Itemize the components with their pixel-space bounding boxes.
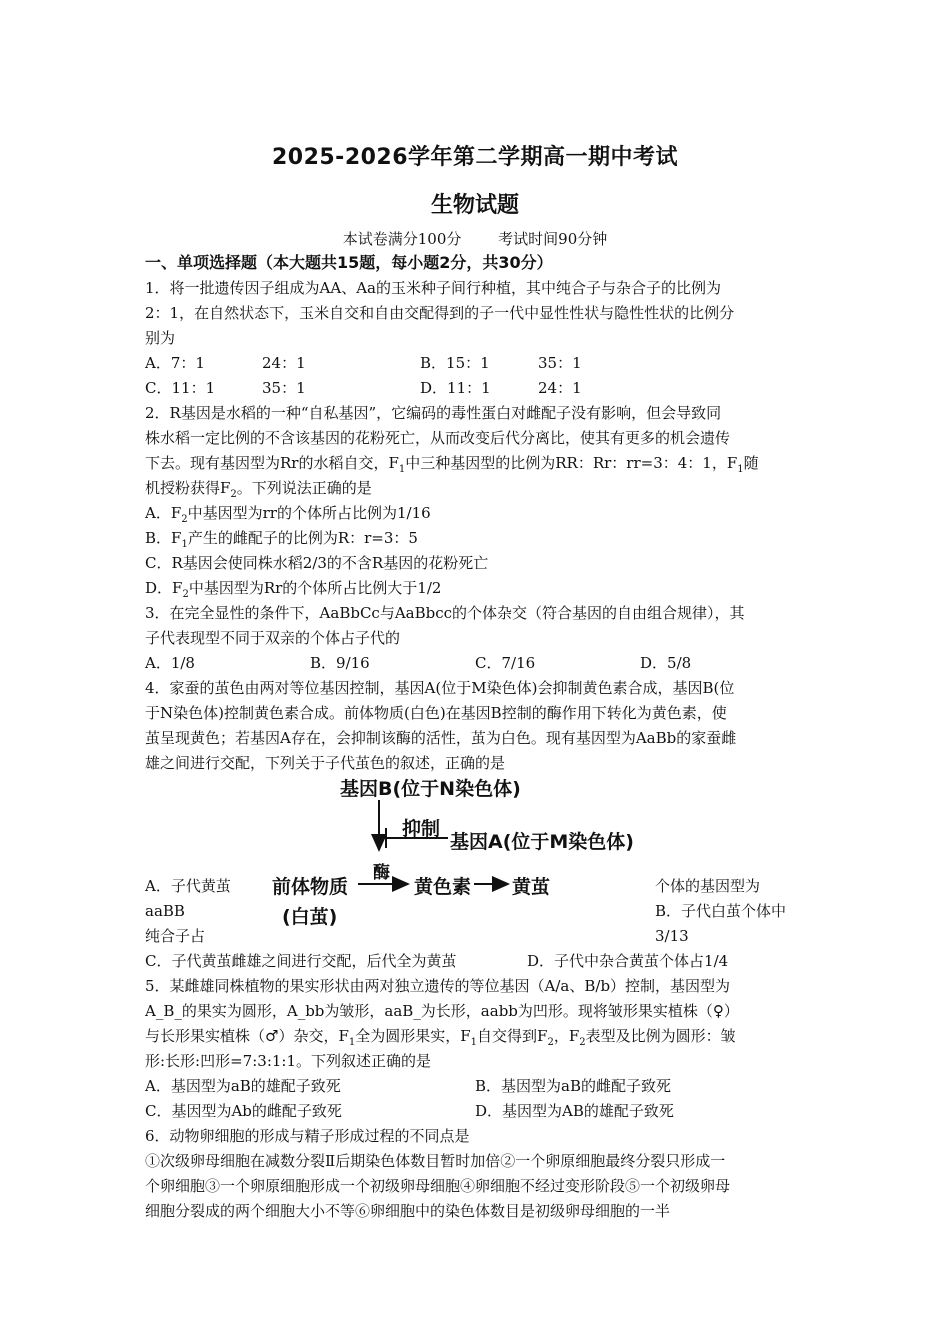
q1-stem-line: 2：1，在自然状态下，玉米自交和自由交配得到的子一代中显性性状与隐性性状的比例分 (145, 304, 735, 322)
q6-stem-line: ①次级卵母细胞在减数分裂Ⅱ后期染色体数目暂时加倍②一个卵原细胞最终分裂只形成一 (145, 1152, 726, 1170)
q1-option-d-value: 24：1 (538, 379, 582, 397)
yellow-cocoon-label: 黄茧 (512, 876, 551, 898)
q4-stem-line: 雄之间进行交配，下列关于子代茧色的叙述，正确的是 (145, 754, 506, 772)
q2-stem-line: 机授粉获得$F_2$。下列说法正确的是 (145, 479, 372, 500)
q1-option-d: D．11：1 (420, 379, 491, 397)
q5-stem-line: A_B_的果实为圆形，A_bb为皱形，aaB_为长形，aabb为凹形。现将皱形果实植株（♀） (145, 1002, 739, 1020)
gene-b-label: 基因B(位于N染色体) (340, 778, 521, 800)
q3-option-a: A．1/8 (145, 654, 195, 672)
q5-option-c: C．基因型为Ab的雌配子致死 (145, 1102, 342, 1120)
q4-option-b-text: 纯合子占 (145, 927, 206, 945)
q2-stem-line: 株水稻一定比例的不含该基因的花粉死亡，从而改变后代分离比，使其有更多的机会遗传 (145, 429, 731, 447)
precursor-label: 前体物质 (272, 876, 349, 898)
q2-option-a: A．$F_2$中基因型为rr的个体所占比例为1/16 (145, 504, 431, 525)
q4-option-a-continued: 个体的基因型为 (655, 877, 761, 895)
white-cocoon-label: (白茧) (282, 906, 338, 928)
q4-stem-line: 于N染色体)控制黄色素合成。前体物质(白色)在基因B控制的酶作用下转化为黄色素，使 (145, 704, 727, 722)
q4-stem-line: 茧呈现黄色；若基因A存在，会抑制该酶的活性，茧为白色。现有基因型为AaBb的家蚕雌 (145, 729, 737, 747)
q4-option-d: D．子代中杂合黄茧个体占1/4 (527, 952, 729, 970)
inhibit-label: 抑制 (402, 818, 441, 840)
q4-stem-line: 4．家蚕的茧色由两对等位基因控制，基因A(位于M染色体)会抑制黄色素合成，基因B(位 (145, 679, 735, 697)
q2-stem-line: 下去。现有基因型为Rr的水稻自交，$F_1$中三种基因型的比例为RR：Rr：rr=3：4：1，$F_1$随 (145, 454, 759, 475)
gene-pathway-diagram (260, 770, 660, 930)
q4-option-c: C．子代黄茧雌雄之间进行交配，后代全为黄茧 (145, 952, 457, 970)
q1-option-c: C．11：1 (145, 379, 216, 397)
q6-stem-line: 细胞分裂成的两个细胞大小不等⑥卵细胞中的染色体数目是初级卵母细胞的一半 (145, 1202, 671, 1220)
pigment-label: 黄色素 (414, 876, 472, 898)
q5-option-d: D．基因型为AB的雄配子致死 (475, 1102, 674, 1120)
exam-time: 考试时间90分钟 (498, 230, 608, 248)
q3-stem-line: 子代表现型不同于双亲的个体占子代的 (145, 629, 401, 647)
q5-stem-line: 与长形果实植株（♂）杂交，$F_1$全为圆形果实，$F_1$自交得到$F_2$，$F_2$表型及比例为圆形：皱 (145, 1027, 736, 1048)
q5-option-a: A．基因型为aB的雄配子致死 (145, 1077, 341, 1095)
q2-option-d: D．$F_2$中基因型为Rr的个体所占比例大于1/2 (145, 579, 442, 600)
q1-option-a-value: 24：1 (262, 354, 306, 372)
q1-option-a: A．7：1 (145, 354, 205, 372)
enzyme-label: 酶 (373, 863, 390, 883)
exam-info (0, 228, 950, 249)
q1-option-b-value: 35：1 (538, 354, 582, 372)
q2-option-b: B．$F_1$产生的雌配子的比例为R：r=3：5 (145, 529, 418, 550)
section-heading: 一、单项选择题（本大题共15题，每小题2分，共30分） (145, 253, 553, 272)
q1-option-c-value: 35：1 (262, 379, 306, 397)
q3-option-b: B．9/16 (310, 654, 370, 672)
q3-option-d: D．5/8 (640, 654, 692, 672)
q4-option-a: A．子代黄茧 (145, 877, 231, 895)
exam-subtitle: 生物试题 (430, 193, 519, 218)
q1-stem-line: 1．将一批遗传因子组成为AA、Aa的玉米种子间行种植，其中纯合子与杂合子的比例为 (145, 279, 721, 297)
q2-option-c: C．R基因会使同株水稻2/3的不含R基因的花粉死亡 (145, 554, 489, 572)
q4-option-b-value: 3/13 (655, 927, 689, 945)
q1-option-b: B．15：1 (420, 354, 490, 372)
q5-option-b: B．基因型为aB的雌配子致死 (475, 1077, 671, 1095)
q5-stem-line: 5．某雌雄同株植物的果实形状由两对独立遗传的等位基因（A/a、B/b）控制，基因型为 (145, 977, 731, 995)
full-score: 本试卷满分100分 (342, 230, 462, 248)
exam-title: 2025-2026学年第二学期高一期中考试 (271, 145, 679, 170)
q3-option-c: C．7/16 (475, 654, 536, 672)
q4-option-a-genotype: aaBB (145, 902, 185, 920)
q1-stem-line: 别为 (145, 329, 176, 347)
gene-a-label: 基因A(位于M染色体) (450, 831, 634, 853)
q6-stem-line: 6．动物卵细胞的形成与精子形成过程的不同点是 (145, 1127, 470, 1145)
q6-stem-line: 个卵细胞③一个卵原细胞形成一个初级卵母细胞④卵细胞不经过变形阶段⑤一个初级卵母 (145, 1177, 731, 1195)
q5-stem-line: 形:长形:凹形=7:3:1:1。下列叙述正确的是 (145, 1052, 432, 1070)
q4-option-b: B．子代白茧个体中 (655, 902, 787, 920)
q2-stem-line: 2．R基因是水稻的一种“自私基因”，它编码的毒性蛋白对雌配子没有影响，但会导致同 (145, 404, 722, 422)
q3-stem-line: 3．在完全显性的条件下，AaBbCc与AaBbcc的个体杂交（符合基因的自由组合规律），其 (145, 604, 745, 622)
